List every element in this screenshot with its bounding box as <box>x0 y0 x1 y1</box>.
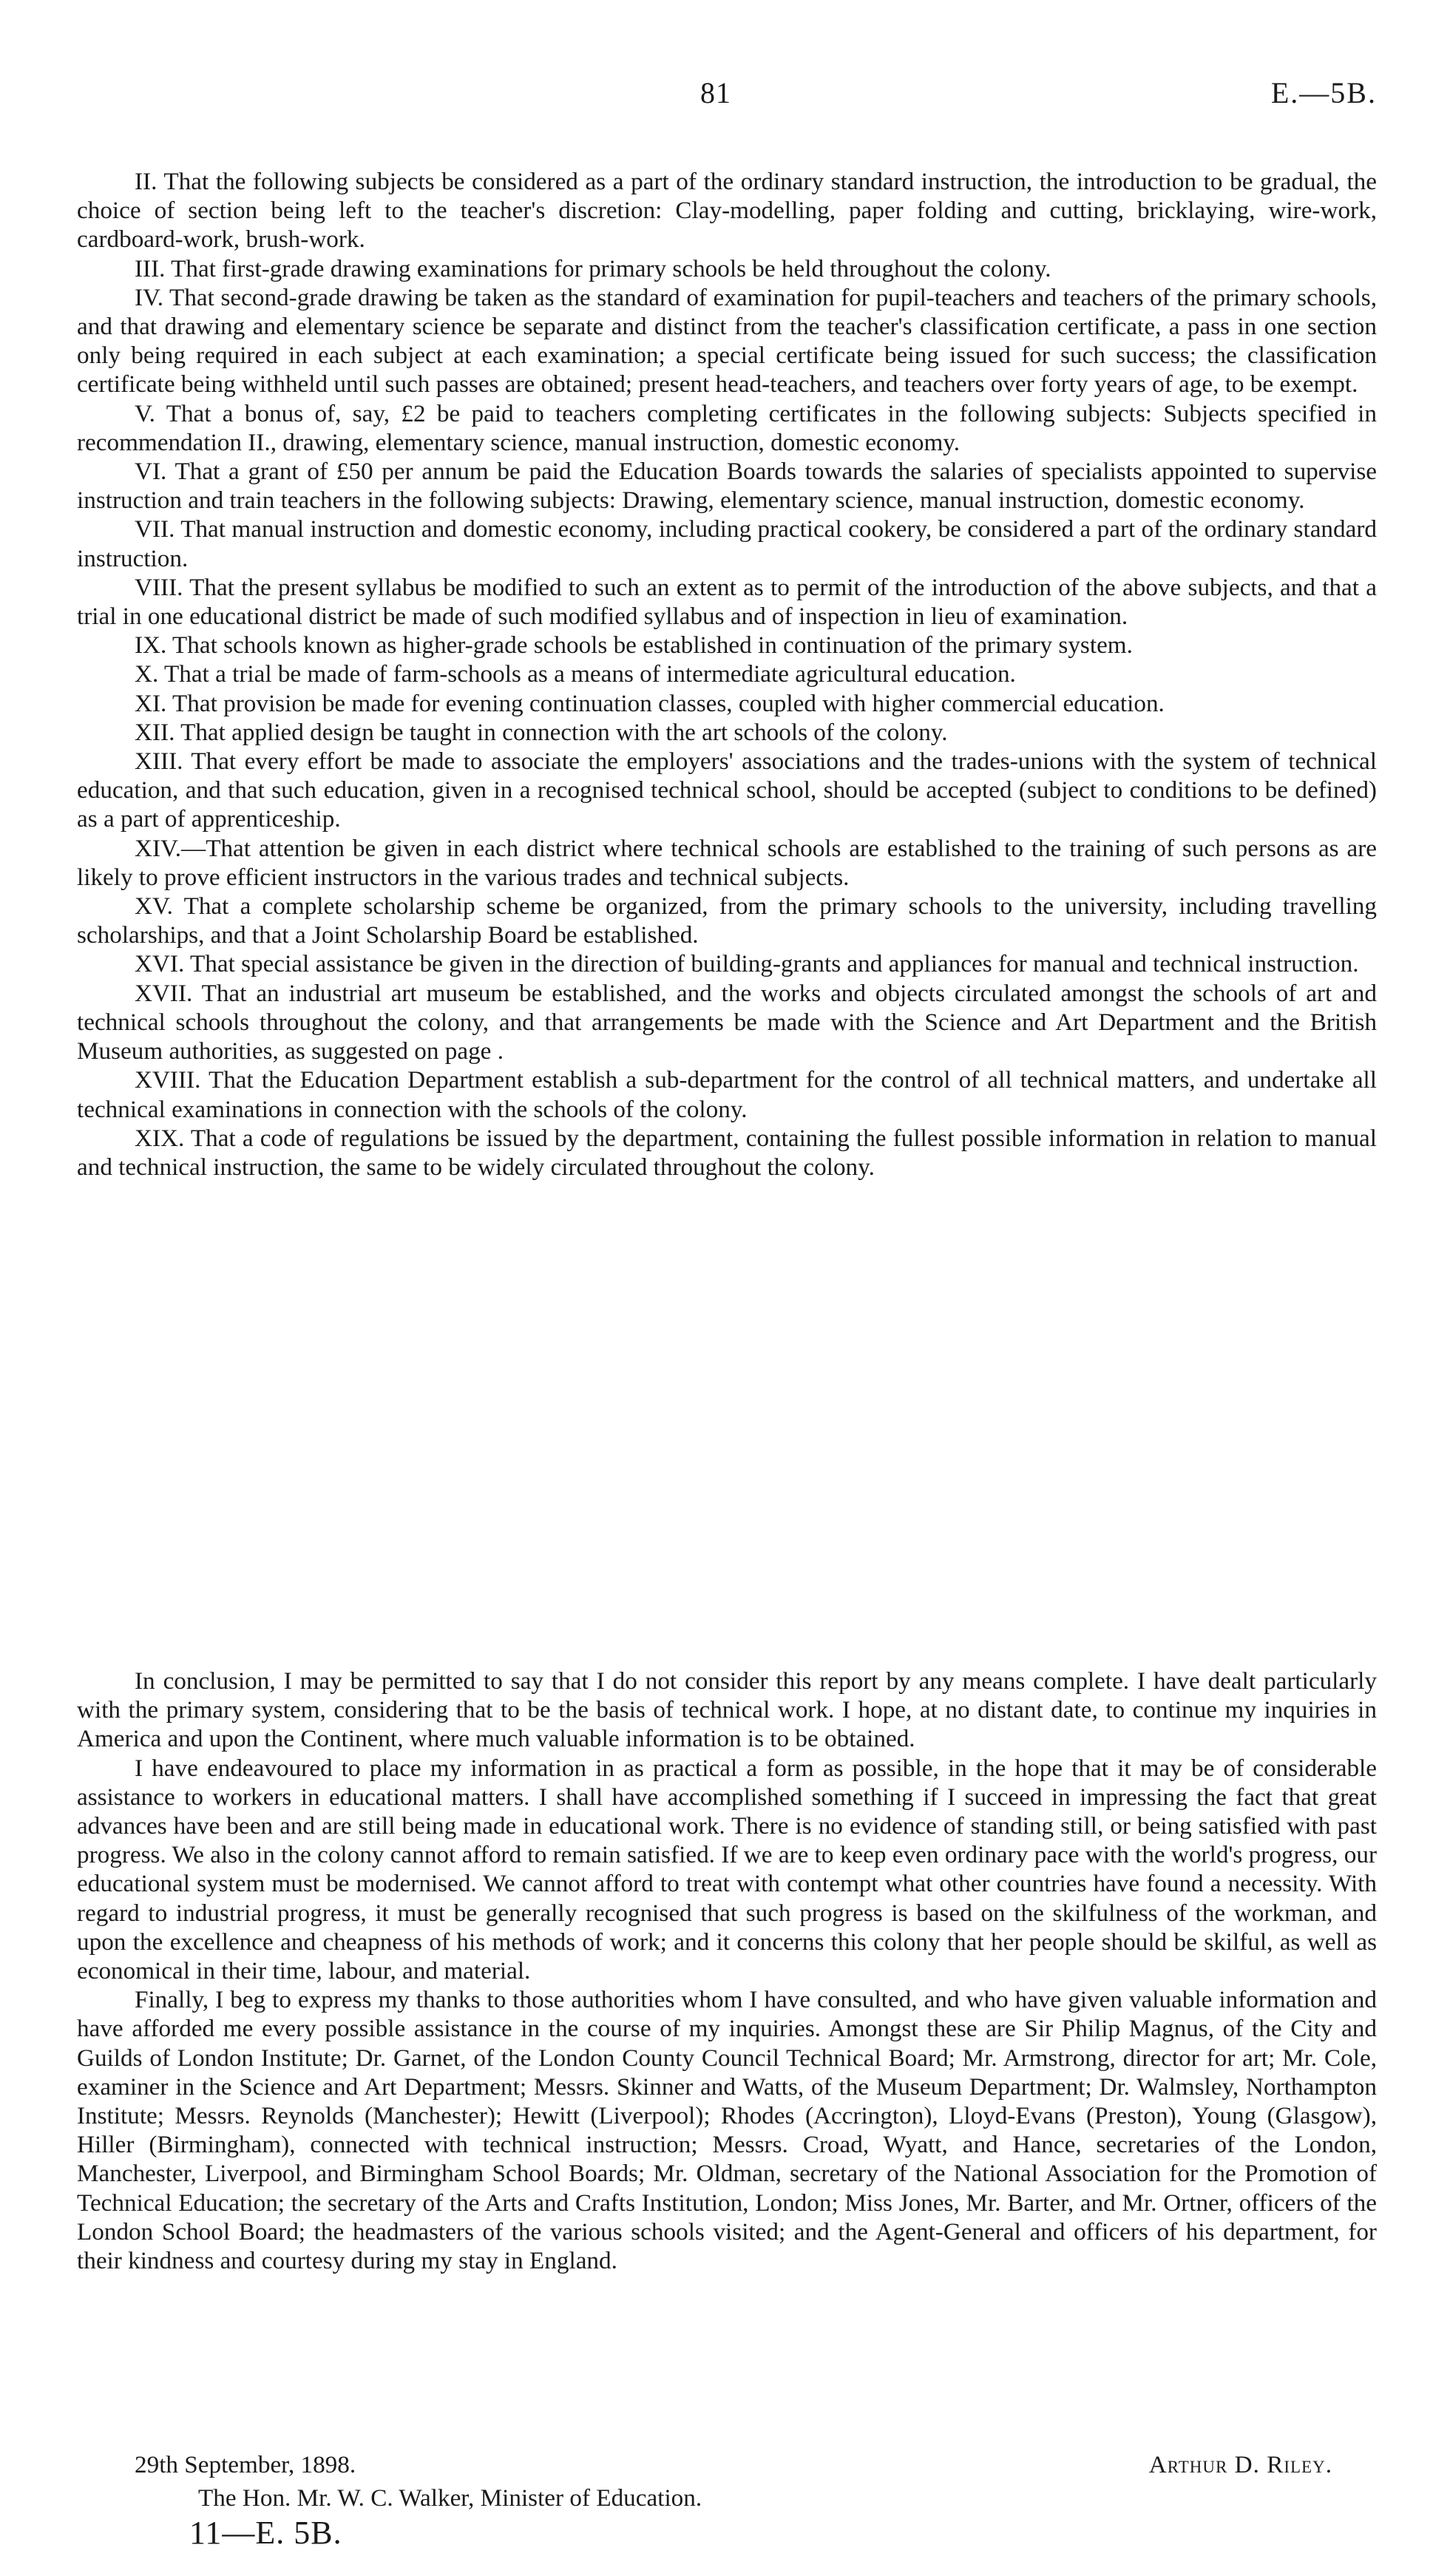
footer-reference: 11—E. 5B. <box>189 2515 342 2552</box>
conclusion-section <box>77 1667 1377 2275</box>
recommendation-paragraph: III. That first-grade drawing examinations for primary schools be held throughout the colony. <box>135 254 1051 282</box>
recommendation-paragraph: X. That a trial be made of farm-schools as a means of intermediate agricultural education. <box>135 660 1016 688</box>
report-date: 29th September, 1898. <box>135 2451 356 2478</box>
recommendation-paragraph: VII. That manual instruction and domestic economy, including practical cookery, be considered a part of the ordinary standard instruction. <box>77 515 1377 572</box>
recommendation-paragraph: IV. That second-grade drawing be taken as the standard of examination for pupil-teachers and teachers of the primary schools, and that drawing and elementary science be separate and distinct from the teacher's classification certificate, a pass in one section only being required in each subject at each examination; a special certificate being issued for such success; the classification certificate being withheld until such passes are obtained; present head-teachers, and teachers over forty years of age, to be exempt. <box>77 283 1377 399</box>
recommendation-paragraph: XIV.—That attention be given in each district where technical schools are established to the training of such persons as are likely to prove efficient instructors in the various trades and technical subjects. <box>77 834 1377 891</box>
page-number: 81 <box>700 76 731 109</box>
recommendation-paragraph: XVII. That an industrial art museum be established, and the works and objects circulated amongst the schools of art and technical schools throughout the colony, and that arrangements be made with the Science and Art Department and the British Museum authorities, as suggested on page . <box>77 979 1377 1065</box>
page-header <box>77 71 1377 123</box>
recommendations-list <box>77 167 1377 1182</box>
recommendation-paragraph: IX. That schools known as higher-grade schools be established in continuation of the primary system. <box>135 631 1133 660</box>
signoff-block <box>77 2450 1377 2552</box>
recommendation-paragraph: XIX. That a code of regulations be issued by the department, containing the fullest possible information in relation to manual and technical instruction, the same to be widely circulated throughout the colony. <box>77 1124 1377 1181</box>
recommendation-paragraph: XVI. That special assistance be given in the direction of building-grants and appliances for manual and technical instruction. <box>135 950 1359 978</box>
recommendation-paragraph: II. That the following subjects be considered as a part of the ordinary standard instruction, the introduction to be gradual, the choice of section being left to the teacher's discretion: Clay-modelling, paper folding and cutting, bricklaying, wire-work, cardboard-work, brush-work. <box>77 168 1377 254</box>
recommendation-paragraph: V. That a bonus of, say, £2 be paid to teachers completing certificates in the following subjects: Subjects specified in recommendation II., drawing, elementary science, manual instruction, domestic economy. <box>77 399 1377 456</box>
recommendation-paragraph: XV. That a complete scholarship scheme be organized, from the primary schools to the university, including travelling scholarships, and that a Joint Scholarship Board be established. <box>77 892 1377 949</box>
conclusion-paragraph: I have endeavoured to place my information in as practical a form as possible, in the hope that it may be of considerable assistance to workers in educational matters. I shall have accomplished something if I succeed in impressing the fact that great advances have been and are still being made in educational work. There is no evidence of standing still, or being satisfied with past progress. We also in the colony cannot afford to remain satisfied. If we are to keep even ordinary pace with the world's progress, our educational system must be modernised. We cannot afford to treat with contempt what other countries have found a necessity. With regard to industrial progress, it must be generally recognised that such progress is based on the skilfulness of the workman, and upon the excellence and cheapness of his methods of work; and it concerns this colony that her people should be skilful, as well as economical in their time, labour, and material. <box>77 1754 1377 1985</box>
conclusion-paragraph: Finally, I beg to express my thanks to those authorities whom I have consulted, and who have given valuable information and have afforded me every possible assistance in the course of my inquiries. Amongst these are Sir Philip Magnus, of the City and Guilds of London Institute; Dr. Garnet, of the London County Council Technical Board; Mr. Armstrong, director for art; Mr. Cole, examiner in the Science and Art Department; Messrs. Skinner and Watts, of the Museum Department; Dr. Walmsley, Northampton Institute; Messrs. Reynolds (Manchester); Hewitt (Liverpool); Rhodes (Accrington), Lloyd-Evans (Preston), Young (Glasgow), Hiller (Birmingham), connected with technical instruction; Messrs. Croad, Wyatt, and Hance, secretaries of the London, Manchester, Liverpool, and Birmingham School Boards; Mr. Oldman, secretary of the National Association for the Promotion of Technical Education; the secretary of the Arts and Crafts Institution, London; Miss Jones, Mr. Barter, and Mr. Ortner, officers of the London School Board; the headmasters of the various schools visited; and the Agent-General and officers of his department, for their kindness and courtesy during my stay in England. <box>77 1986 1377 2275</box>
author-signature: Arthur D. Riley. <box>1148 2451 1332 2478</box>
recommendation-paragraph: XVIII. That the Education Department establish a sub-department for the control of all technical matters, and undertake all technical examinations in connection with the schools of the colony. <box>77 1066 1377 1123</box>
date-author-line <box>77 2450 1377 2479</box>
document-page <box>77 71 1377 2552</box>
recommendation-paragraph: VI. That a grant of £50 per annum be paid the Education Boards towards the salaries of specialists appointed to supervise instruction and train teachers in the following subjects: Drawing, elementary science, manual instruction, domestic economy. <box>77 458 1377 515</box>
document-reference: E.—5B. <box>1270 76 1377 109</box>
recommendation-paragraph: XIII. That every effort be made to associate the employers' associations and the trades-unions with the system of technical education, and that such education, given in a recognised technical school, should be accepted (subject to conditions to be defined) as a part of apprenticeship. <box>77 748 1377 833</box>
recommendation-paragraph: XI. That provision be made for evening continuation classes, coupled with higher commercial education. <box>135 689 1165 717</box>
recommendation-paragraph: VIII. That the present syllabus be modified to such an extent as to permit of the introduction of the above subjects, and that a trial in one educational district be made of such modified syllabus and of inspection in lieu of examination. <box>77 573 1377 631</box>
addressee: The Hon. Mr. W. C. Walker, Minister of Education. <box>198 2484 702 2512</box>
conclusion-paragraph: In conclusion, I may be permitted to say that I do not consider this report by any means complete. I have dealt particularly with the primary system, considering that to be the basis of technical work. I hope, at no distant date, to continue my inquiries in America and upon the Continent, where much valuable information is to be obtained. <box>77 1667 1377 1753</box>
recommendation-paragraph: XII. That applied design be taught in connection with the art schools of the colony. <box>135 718 948 746</box>
